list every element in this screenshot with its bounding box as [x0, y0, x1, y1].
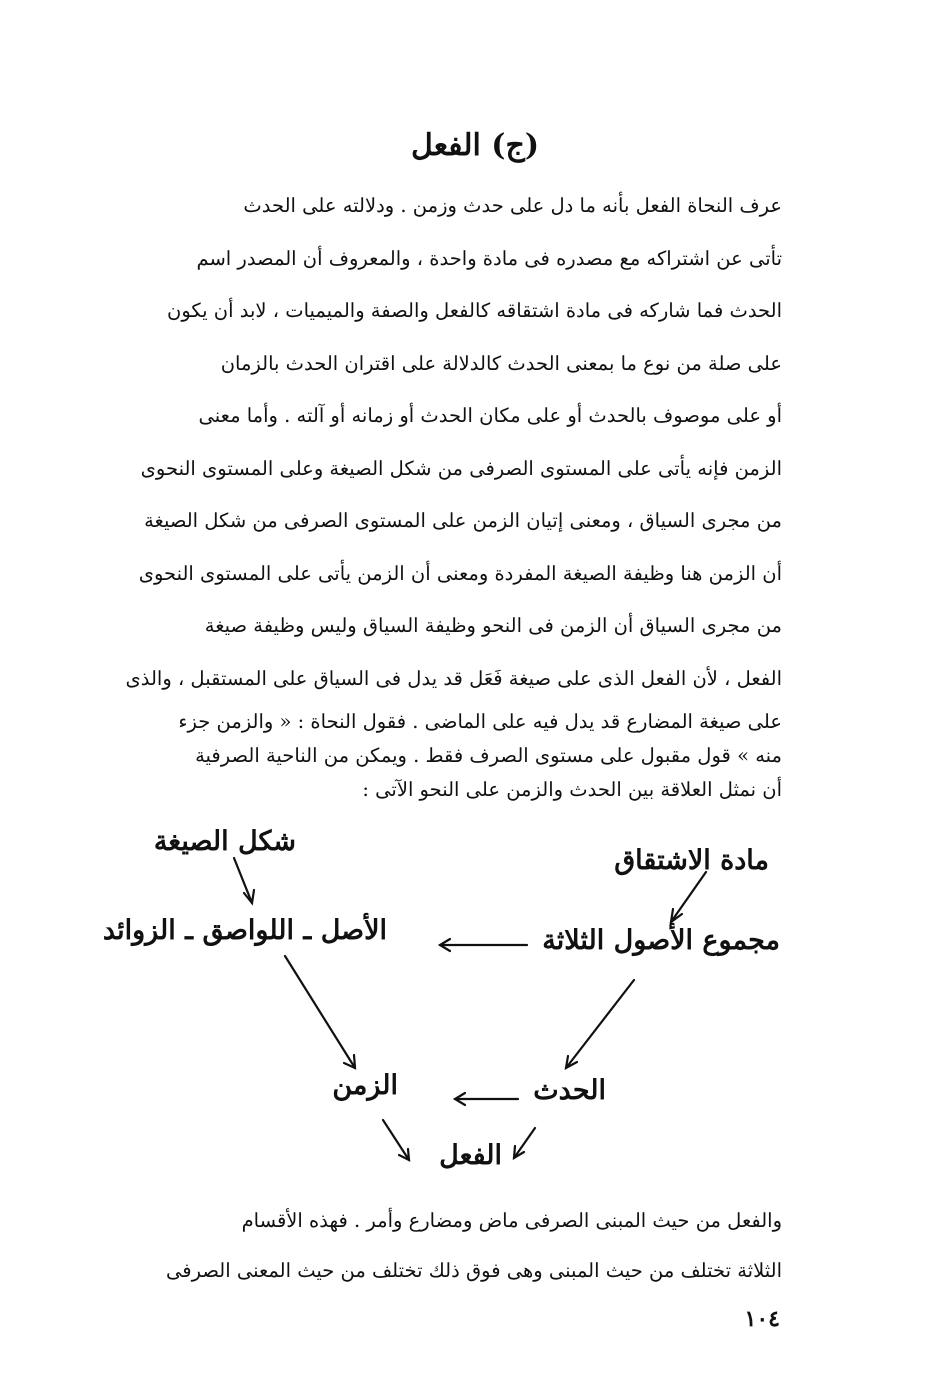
- label-event: الحدث: [533, 1075, 606, 1106]
- body-line: أو على موصوف بالحدث أو على مكان الحدث أو زمانه أو آلته . وأما معنى: [198, 404, 782, 427]
- body-line: تأتى عن اشتراكه مع مصدره فى مادة واحدة ، والمعروف أن المصدر اسم: [196, 246, 782, 270]
- label-three-roots: مجموع الأصول الثلاثة: [542, 925, 780, 956]
- arrow-root-to-three-roots: [671, 872, 706, 922]
- body-line: أن نمثل العلاقة بين الحدث والزمن على النحو الآتى :: [362, 778, 782, 801]
- closing-paragraph: [122, 1196, 782, 1296]
- arrow-form-shape-to-parts: [234, 858, 252, 903]
- body-line: عرف النحاة الفعل بأنه ما دل على حدث وزمن . ودلالته على الحدث: [243, 194, 782, 217]
- body-line: على صلة من نوع ما بمعنى الحدث كالدلالة على اقتران الحدث بالزمان: [220, 351, 782, 375]
- arrowhead: [344, 1055, 355, 1068]
- arrow-parts-to-time: [285, 956, 355, 1068]
- page-number: ١٠٤: [744, 1306, 780, 1332]
- label-verb: الفعل: [439, 1140, 502, 1171]
- body-line: الزمن فإنه يأتى على المستوى الصرفى من شكل الصيغة وعلى المستوى النحوى: [140, 456, 782, 480]
- arrow-time-to-verb: [383, 1120, 409, 1160]
- body-line: الثلاثة تختلف من حيث المبنى وهى فوق ذلك تختلف من حيث المعنى الصرفى: [166, 1259, 782, 1282]
- body-line: والفعل من حيث المبنى الصرفى ماض ومضارع وأمر . فهذه الأقسام: [241, 1209, 782, 1232]
- body-line: على صيغة المضارع قد يدل فيه على الماضى . فقول النحاة : « والزمن جزء: [178, 710, 782, 733]
- label-form-shape: شكل الصيغة: [153, 826, 296, 857]
- arrow-event-to-verb: [514, 1128, 535, 1158]
- label-form-parts: الأصل ـ اللواصق ـ الزوائد: [102, 915, 387, 946]
- label-time: الزمن: [332, 1070, 398, 1101]
- body-line: أن الزمن هنا وظيفة الصيغة المفردة ومعنى أن الزمن يأتى على المستوى النحوى: [138, 561, 782, 585]
- arrow-roots-to-event: [566, 980, 634, 1068]
- body-line: الحدث فما شاركه فى مادة اشتقاقه كالفعل والصفة والميميات ، لابد أن يكون: [167, 299, 782, 322]
- label-derivation-root: مادة الاشتقاق: [614, 845, 769, 876]
- body-line: الفعل ، لأن الفعل الذى على صيغة فَعَل قد يدل فى السياق على المستقبل ، والذى: [125, 666, 782, 690]
- body-line: من مجرى السياق ، ومعنى إتيان الزمن على المستوى الصرفى من شكل الصيغة: [144, 509, 782, 532]
- section-heading: (ج) الفعل: [410, 128, 540, 163]
- body-line: منه » قول مقبول على مستوى الصرف فقط . ويمكن من الناحية الصرفية: [195, 744, 782, 767]
- body-line: من مجرى السياق أن الزمن فى النحو وظيفة السياق وليس وظيفة صيغة: [204, 614, 782, 637]
